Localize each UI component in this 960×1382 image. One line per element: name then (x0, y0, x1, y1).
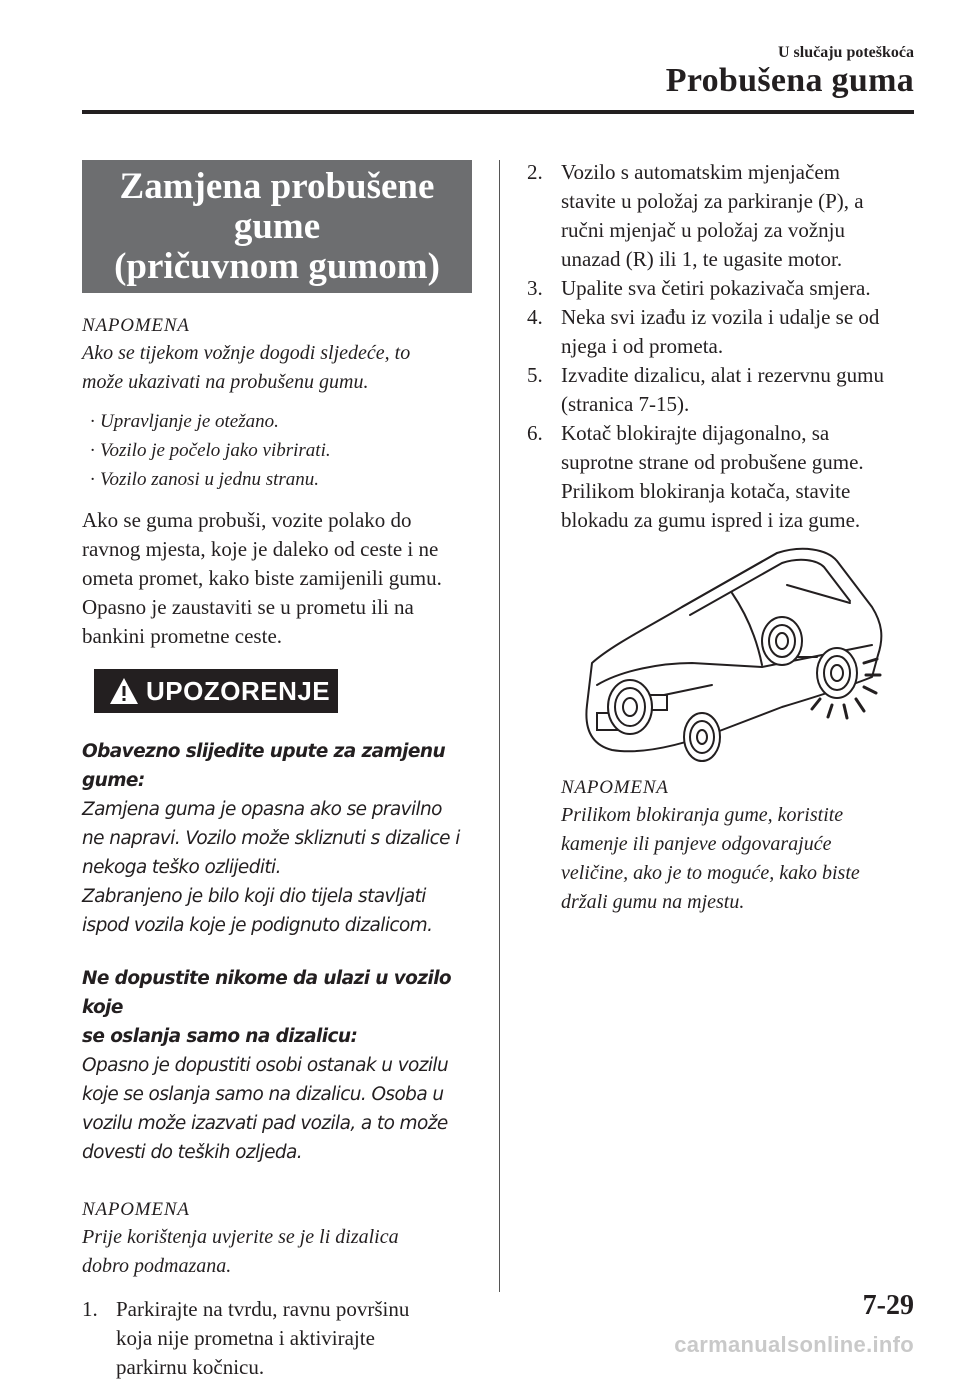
paragraph-line: Opasno je zaustaviti se u prometu ili na (82, 595, 414, 619)
header-rule (82, 110, 914, 114)
note-3-line: veličine, ako je to moguće, kako biste (561, 862, 860, 884)
bullet-item: · Vozilo je počelo jako vibrirati. (90, 440, 331, 461)
step-text: Vozilo s automatskim mjenjačem stavite u položaj za parkiranje (P), a ručni mjenjač u položaj za vožnju unazad (R) ili 1, te ugasite motor. (561, 160, 864, 271)
step-text: Upalite sva četiri pokazivača smjera. (561, 276, 871, 300)
column-divider (499, 160, 500, 1292)
warning-text-line: dovesti do teških ozljeda. (82, 1142, 303, 1163)
section-title-line2: (pričuvnom gumom) (114, 246, 440, 287)
page-number: 7-29 (862, 1290, 914, 1321)
step-item (527, 361, 917, 419)
warning-triangle-icon (108, 676, 140, 706)
warning-heading-line: Obavezno slijedite upute za zamjenu (82, 741, 446, 762)
warning-block-1 (82, 737, 472, 940)
step-text: Neka svi izađu iz vozila i udalje se od njega i od prometa. (561, 305, 880, 358)
warning-text-line: koje se oslanja samo na dizalicu. Osoba u (82, 1084, 444, 1105)
step-number: 1. (82, 1297, 98, 1321)
warning-heading-line: gume: (82, 770, 145, 791)
step-number: 3. (527, 276, 543, 300)
note-3 (527, 775, 917, 917)
step-item (82, 1295, 472, 1382)
note-3-label: NAPOMENA (561, 777, 669, 798)
step-item (527, 158, 917, 274)
paragraph-line: bankini prometne ceste. (82, 624, 283, 648)
bullet-item: · Upravljanje je otežano. (90, 411, 279, 432)
note-2 (82, 1197, 472, 1281)
watermark: carmanualsonline.info (674, 1332, 914, 1357)
warning-text-line: ne napravi. Vozilo može skliznuti s dizalice i (82, 828, 460, 849)
step-number: 6. (527, 421, 543, 445)
section-title-box (82, 160, 472, 293)
note-3-line: kamenje ili panjeve odgovarajuće (561, 833, 832, 855)
car-wheel-chock-illustration (572, 545, 892, 765)
step-item (527, 274, 917, 303)
warning-text-line: Zabranjeno je bilo koji dio tijela stavljati (82, 886, 426, 907)
section-title-line1: Zamjena probušene gume (119, 166, 435, 247)
paragraph-line: Ako se guma probuši, vozite polako do (82, 508, 412, 532)
header-section-label: U slučaju poteškoća (777, 44, 914, 61)
warning-heading-line: Ne dopustite nikome da ulazi u vozilo koje (82, 968, 452, 1018)
bullet-item: · Vozilo zanosi u jednu stranu. (90, 469, 320, 490)
spare-wheel-icon (762, 617, 802, 665)
warning-text-line: ispod vozila koje je podignuto dizalicom. (82, 915, 433, 936)
note-2-line: dobro podmazana. (82, 1255, 232, 1277)
step-text: Kotač blokirajte dijagonalno, sa suprotne strane od probušene gume. Prilikom blokiranja kotača, stavite blokadu za gumu ispred i iza gume. (561, 421, 864, 532)
paragraph-line: ometa promet, kako biste zamijenili gumu. (82, 566, 442, 590)
note-1-bullets (82, 407, 472, 494)
left-column (82, 160, 472, 1382)
warning-badge (94, 669, 338, 713)
step-number: 4. (527, 305, 543, 329)
warning-block (82, 669, 472, 1167)
step-number: 5. (527, 363, 543, 387)
right-column (527, 158, 917, 917)
warning-text-line: Zamjena guma je opasna ako se pravilno (82, 799, 442, 820)
header-title: Probušena guma (665, 62, 914, 99)
note-3-line: Prilikom blokiranja gume, koristite (561, 804, 844, 826)
warning-label: UPOZORENJE (146, 675, 331, 706)
warning-text-line: vozilu može izazvati pad vozila, a to može (82, 1113, 448, 1134)
step-item (527, 419, 917, 535)
step-text: Parkirajte na tvrdu, ravnu površinu koja nije prometna i aktivirajte parkirnu kočnicu. (116, 1297, 410, 1379)
note-2-line: Prije korištenja uvjerite se je li dizalica (82, 1226, 399, 1248)
paragraph-line: ravnog mjesta, koje je daleko od ceste i ne (82, 537, 439, 561)
warning-block-2 (82, 964, 472, 1167)
warning-heading-line: se oslanja samo na dizalicu: (82, 1026, 358, 1047)
note-3-line: držali gumu na mjestu. (561, 891, 745, 913)
note-2-label: NAPOMENA (82, 1199, 190, 1220)
note-1-line: Ako se tijekom vožnje dogodi sljedeće, to (82, 342, 411, 364)
intro-paragraph (82, 506, 472, 651)
step-text: Izvadite dizalicu, alat i rezervnu gumu (stranica 7-15). (561, 363, 885, 416)
steps-right (527, 158, 917, 535)
steps-left (82, 1295, 472, 1382)
warning-text-line: Opasno je dopustiti osobi ostanak u vozilu (82, 1055, 449, 1076)
note-1-line: može ukazivati na probušenu gumu. (82, 371, 369, 393)
step-number: 2. (527, 160, 543, 184)
step-item (527, 303, 917, 361)
note-1 (82, 313, 472, 494)
note-1-label: NAPOMENA (82, 315, 190, 336)
warning-text-line: nekoga teško ozlijediti. (82, 857, 281, 878)
